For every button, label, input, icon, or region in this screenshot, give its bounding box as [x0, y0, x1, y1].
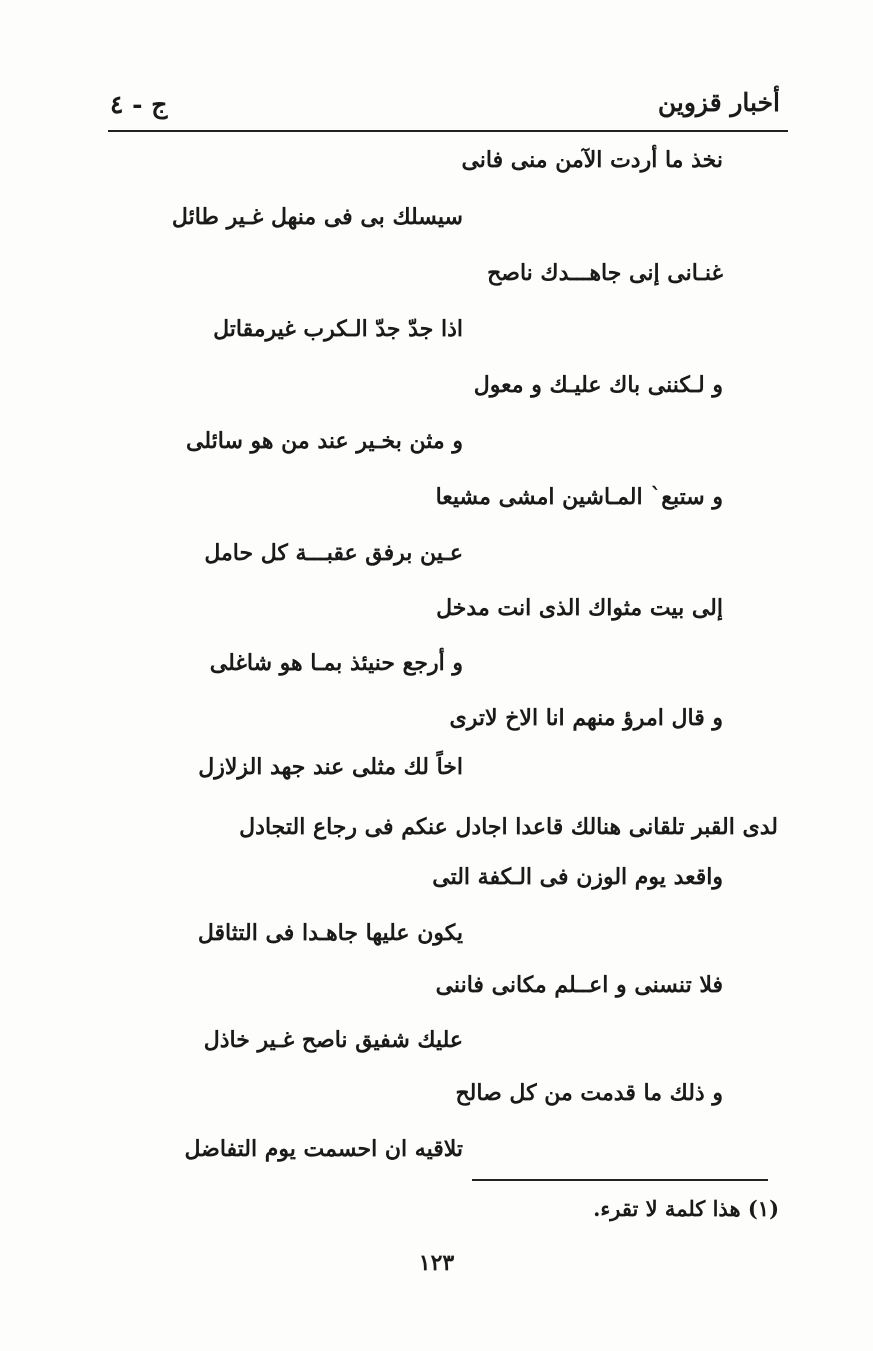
poem-line: و مثن بخـير عند من هو سائلى: [186, 428, 463, 454]
poem-line: فلا تنسنى و اعــلم مكانى فاننى: [435, 972, 723, 998]
poem-line: و لـكننى باك عليـك و معول: [473, 372, 723, 398]
poem-line: غنـانى إنى جاهـــدك ناصح: [487, 260, 723, 286]
footnote: (١) هذا كلمة لا تقرء.: [593, 1196, 779, 1221]
running-header: [108, 86, 788, 132]
page-number: ١٢٣: [418, 1250, 455, 1276]
header-volume: ج - ٤: [110, 90, 168, 119]
poem-line: و ذلك ما قدمت من كل صالح: [455, 1080, 723, 1106]
poem-line: و ستبع` المـاشين امشى مشيعا: [435, 484, 723, 510]
poem-line: عـين برفق عقبـــة كل حامل: [204, 540, 463, 566]
poem-line: لدى القبر تلقانى هنالك قاعدا اجادل عنكم فى رجاع التجادل: [239, 814, 778, 840]
poem-line: سيسلك بى فى منهل غـير طائل: [171, 204, 463, 230]
poem-line: عليك شفيق ناصح غـير خاذل: [203, 1027, 463, 1053]
poem-line: اخاً لك مثلى عند جهد الزلازل: [198, 754, 463, 780]
header-title: أخبار قزوين: [657, 88, 780, 117]
poem-line: اذا جدّ جدّ الـكرب غيرمقاتل: [213, 316, 463, 342]
poem-line: يكون عليها جاهـدا فى التثاقل: [197, 920, 463, 946]
poem-line: و قال امرؤ منهم انا الاخ لاترى: [449, 705, 723, 731]
footnote-divider: [472, 1179, 768, 1181]
poem-line: نخذ ما أردت الآمن منى فانى: [461, 147, 723, 173]
poem-line: تلاقيه ان احسمت يوم التفاضل: [184, 1136, 463, 1162]
poem-line: إلى بيت مثواك الذى انت مدخل: [436, 595, 723, 621]
poem-line: و أرجع حنيئذ بمـا هو شاغلى: [209, 650, 463, 676]
poem-line: واقعد يوم الوزن فى الـكفة التى: [432, 864, 723, 890]
